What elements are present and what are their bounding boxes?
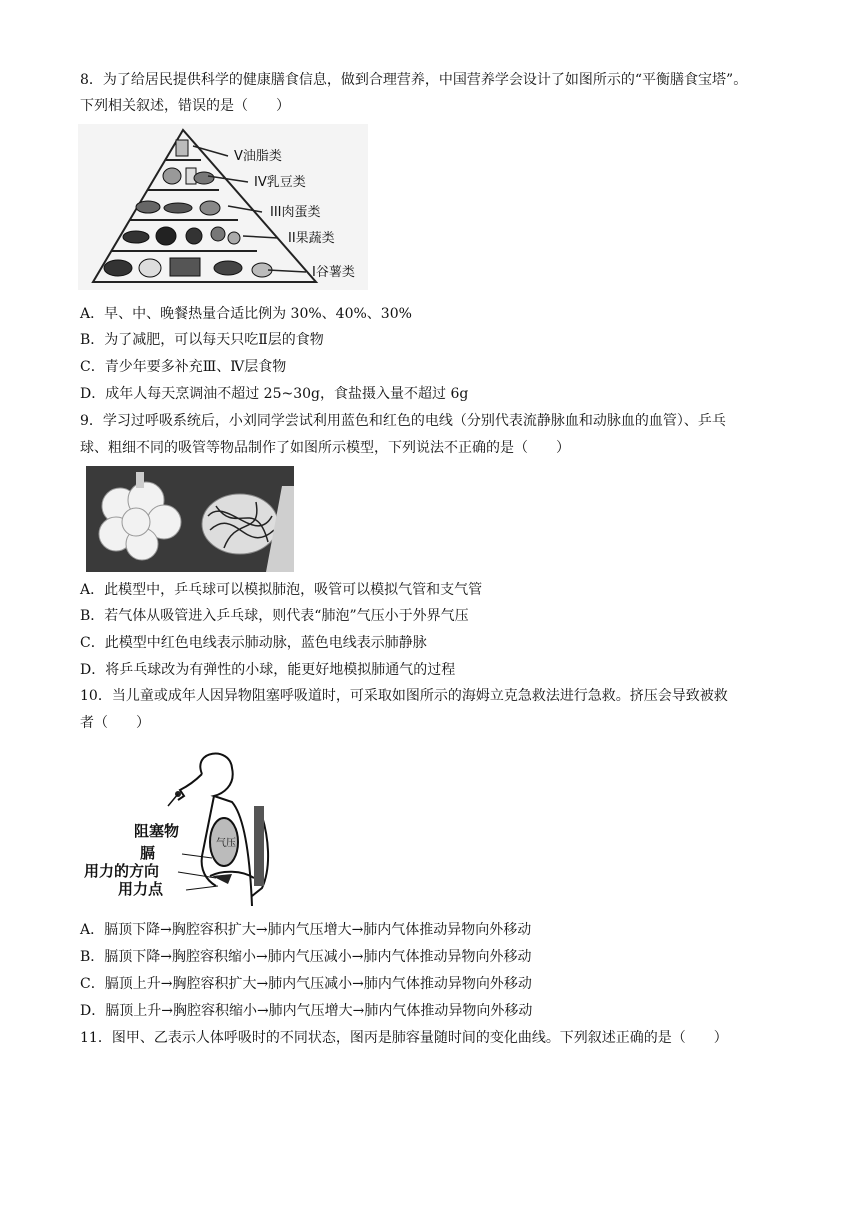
heimlich-label-force-direction: 用力的方向 bbox=[84, 862, 160, 880]
q8-option-c: C．青少年要多补充Ⅲ、Ⅳ层食物 bbox=[80, 359, 287, 375]
q9-option-b: B．若气体从吸管进入乒乓球，则代表“肺泡”气压小于外界气压 bbox=[80, 608, 469, 624]
pyramid-label-1: I谷薯类 bbox=[312, 265, 355, 280]
q10-option-c: C．膈顶上升→胸腔容积扩大→肺内气压减小→肺内气体推动异物向外移动 bbox=[80, 976, 532, 992]
q9-option-c: C．此模型中红色电线表示肺动脉，蓝色电线表示肺静脉 bbox=[80, 635, 427, 651]
q8-stem-line1: 8．为了给居民提供科学的健康膳食信息，做到合理营养，中国营养学会设计了如图所示的“平衡膳食宝塔”。 bbox=[80, 72, 748, 88]
q8-option-a: A．早、中、晚餐热量合适比例为 30%、40%、30% bbox=[80, 306, 412, 322]
heimlich-label-force-point: 用力点 bbox=[118, 880, 164, 898]
q9-option-a: A．此模型中，乒乓球可以模拟肺泡，吸管可以模拟气管和支气管 bbox=[80, 582, 483, 598]
heimlich-label-diaphragm: 膈 bbox=[140, 844, 156, 862]
lung-model-photo bbox=[86, 466, 294, 572]
q10-option-b: B．膈顶下降→胸腔容积缩小→肺内气压减小→肺内气体推动异物向外移动 bbox=[80, 949, 532, 965]
food-pyramid-figure bbox=[78, 124, 368, 290]
heimlich-label-obstruction: 阻塞物 bbox=[134, 822, 180, 840]
q8-option-d: D．成年人每天烹调油不超过 25~30g，食盐摄入量不超过 6g bbox=[80, 386, 469, 402]
heimlich-label-pressure: 气压 bbox=[216, 838, 236, 849]
pyramid-label-5: V油脂类 bbox=[234, 149, 282, 164]
heimlich-figure bbox=[82, 746, 282, 908]
q10-option-a: A．膈顶下降→胸腔容积扩大→肺内气压增大→肺内气体推动异物向外移动 bbox=[80, 922, 532, 938]
q8-stem-line2: 下列相关叙述，错误的是（ ） bbox=[80, 98, 290, 114]
pyramid-label-4: IV乳豆类 bbox=[254, 175, 306, 190]
q11-stem-line1: 11．图甲、乙表示人体呼吸时的不同状态，图丙是肺容量随时间的变化曲线。下列叙述正确的是（ ） bbox=[80, 1030, 728, 1046]
q10-option-d: D．膈顶上升→胸腔容积缩小→肺内气压增大→肺内气体推动异物向外移动 bbox=[80, 1003, 533, 1019]
pyramid-label-3: III肉蛋类 bbox=[270, 205, 321, 220]
q8-option-b: B．为了减肥，可以每天只吃Ⅱ层的食物 bbox=[80, 332, 324, 348]
pyramid-label-2: II果蔬类 bbox=[288, 231, 335, 246]
q9-stem-line2: 球、粗细不同的吸管等物品制作了如图所示模型，下列说法不正确的是（ ） bbox=[80, 440, 570, 456]
q9-option-d: D．将乒乓球改为有弹性的小球，能更好地模拟肺通气的过程 bbox=[80, 662, 456, 678]
q10-stem-line2: 者（ ） bbox=[80, 715, 150, 731]
q10-stem-line1: 10．当儿童或成年人因异物阻塞呼吸道时，可采取如图所示的海姆立克急救法进行急救。挤压会导致被救 bbox=[80, 688, 728, 704]
q9-stem-line1: 9．学习过呼吸系统后，小刘同学尝试利用蓝色和红色的电线（分别代表流静脉血和动脉血的血管）、乒乓 bbox=[80, 413, 726, 429]
